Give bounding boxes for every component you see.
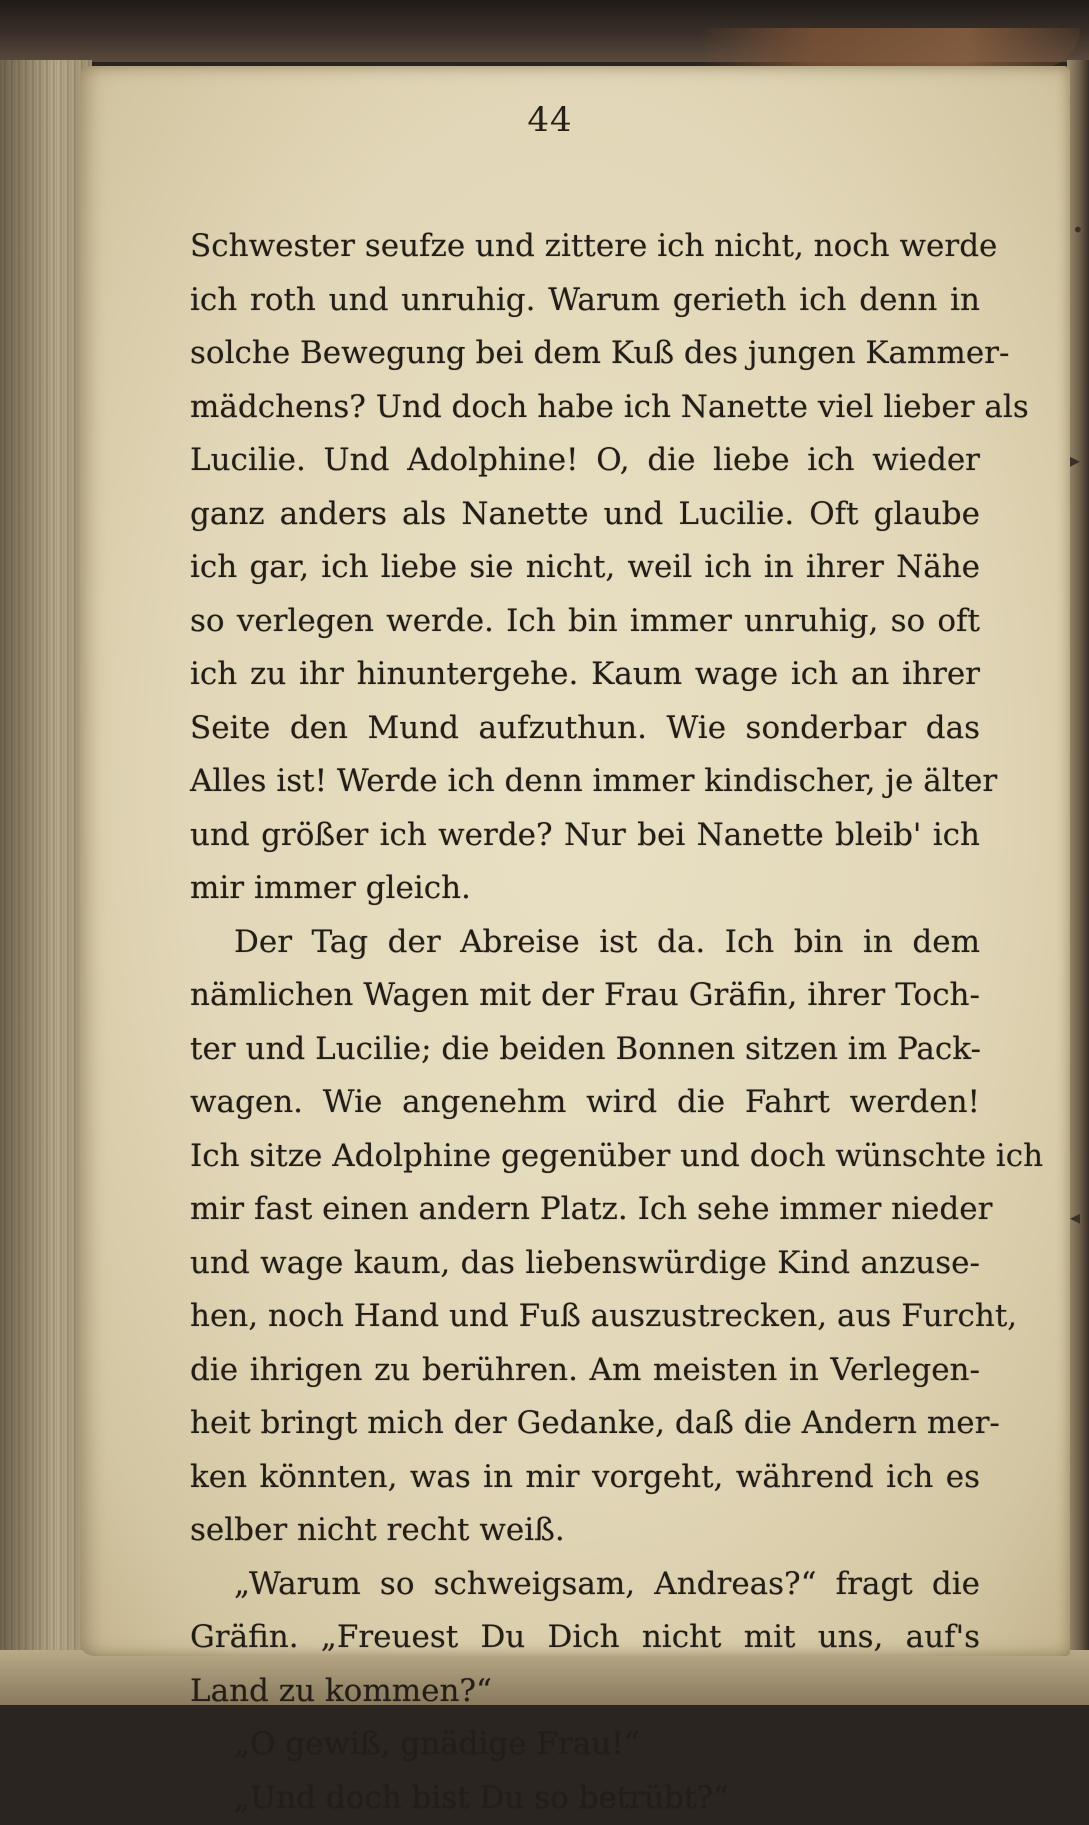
- text-line: „Warum so schweigsam, Andreas?“ fragt die: [190, 1558, 980, 1612]
- page-number: 44: [500, 100, 600, 140]
- text-line: heit bringt mich der Gedanke, daß die Andern mer-: [190, 1397, 980, 1451]
- text-line: so verlegen werde. Ich bin immer unruhig, so oft: [190, 595, 980, 649]
- text-line: ich gar, ich liebe sie nicht, weil ich in ihrer Nähe: [190, 541, 980, 595]
- text-line: Seite den Mund aufzuthun. Wie sonderbar das: [190, 702, 980, 756]
- body-text: [190, 220, 980, 1825]
- worn-binding: [700, 28, 1080, 68]
- text-line: selber nicht recht weiß.: [190, 1504, 980, 1558]
- text-line: solche Bewegung bei dem Kuß des jungen Kammer-: [190, 327, 980, 381]
- text-line: nämlichen Wagen mit der Frau Gräfin, ihrer Toch-: [190, 969, 980, 1023]
- margin-speck-icon: ◂: [1070, 1205, 1080, 1229]
- text-line: wagen. Wie angenehm wird die Fahrt werden!: [190, 1076, 980, 1130]
- text-line: Der Tag der Abreise ist da. Ich bin in dem: [190, 916, 980, 970]
- text-line: ganz anders als Nanette und Lucilie. Oft glaube: [190, 488, 980, 542]
- right-margin-edge: [1067, 60, 1089, 1705]
- text-line: und größer ich werde? Nur bei Nanette bleib' ich: [190, 809, 980, 863]
- text-line: Ich sitze Adolphine gegenüber und doch wünschte ich: [190, 1130, 980, 1184]
- text-line: „Und doch bist Du so betrübt?“: [190, 1772, 980, 1825]
- text-line: Alles ist! Werde ich denn immer kindischer, je älter: [190, 755, 980, 809]
- text-line: mir fast einen andern Platz. Ich sehe immer nieder: [190, 1183, 980, 1237]
- text-line: Land zu kommen?“: [190, 1665, 980, 1719]
- text-line: mir immer gleich.: [190, 862, 980, 916]
- text-line: ich zu ihr hinuntergehe. Kaum wage ich an ihrer: [190, 648, 980, 702]
- margin-speck-icon: ▸: [1070, 448, 1080, 472]
- text-line: hen, noch Hand und Fuß auszustrecken, aus Furcht,: [190, 1290, 980, 1344]
- text-line: Lucilie. Und Adolphine! O, die liebe ich wieder: [190, 434, 980, 488]
- text-line: die ihrigen zu berühren. Am meisten in Verlegen-: [190, 1344, 980, 1398]
- text-line: Schwester seufze und zittere ich nicht, noch werde: [190, 220, 980, 274]
- text-line: und wage kaum, das liebenswürdige Kind anzuse-: [190, 1237, 980, 1291]
- page-edges-shadow: [0, 60, 92, 1705]
- text-line: Gräfin. „Freuest Du Dich nicht mit uns, auf's: [190, 1611, 980, 1665]
- text-line: „O gewiß, gnädige Frau!“: [190, 1718, 980, 1772]
- text-line: mädchens? Und doch habe ich Nanette viel lieber als: [190, 381, 980, 435]
- text-line: ich roth und unruhig. Warum gerieth ich denn in: [190, 274, 980, 328]
- margin-speck-icon: •: [1072, 218, 1084, 242]
- text-line: ken könnten, was in mir vorgeht, während ich es: [190, 1451, 980, 1505]
- text-line: ter und Lucilie; die beiden Bonnen sitzen im Pack-: [190, 1023, 980, 1077]
